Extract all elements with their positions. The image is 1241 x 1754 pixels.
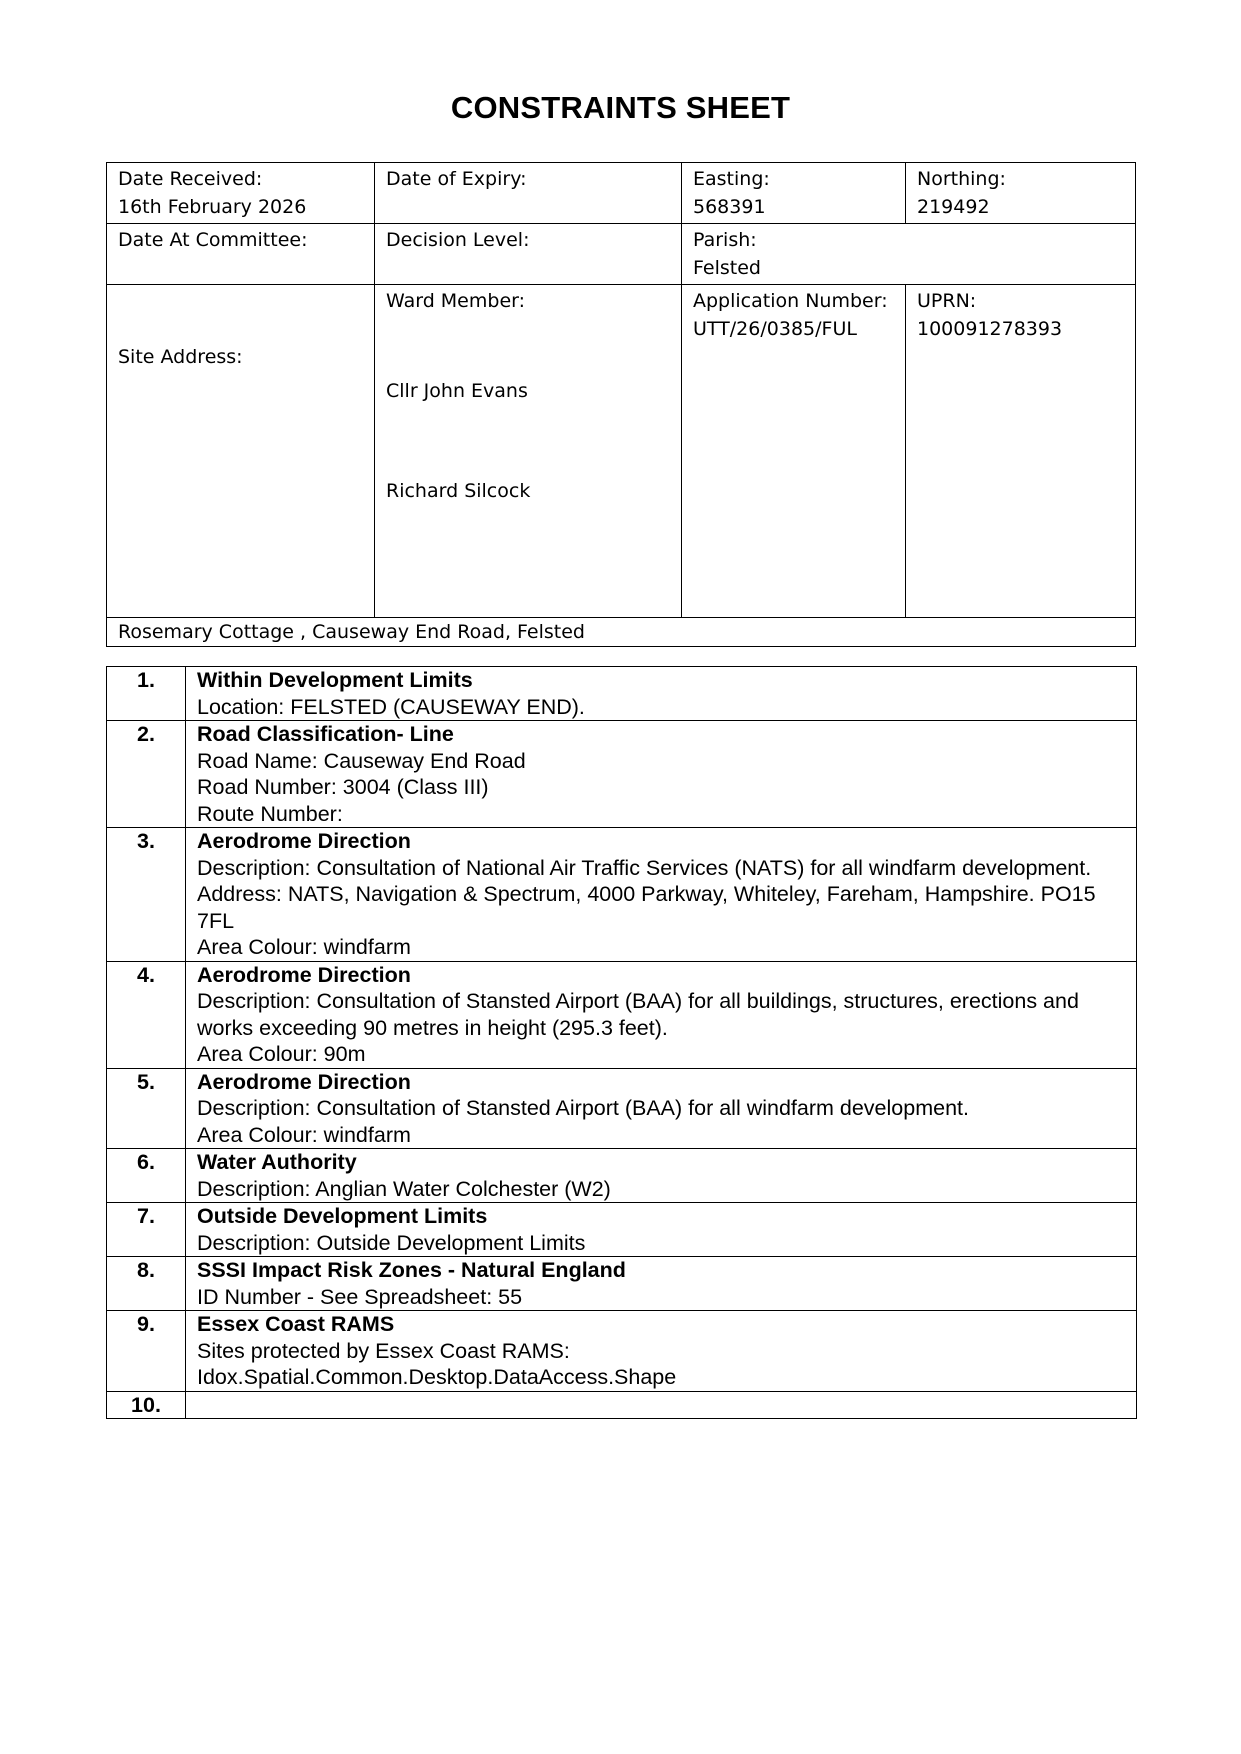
application-info-table: [106, 162, 1136, 647]
constraint-heading: Water Authority: [197, 1150, 357, 1174]
easting-cell: [682, 163, 906, 224]
decision-level-cell: [375, 224, 682, 285]
constraint-number: 5.: [107, 1068, 186, 1149]
constraint-number: 9.: [107, 1311, 186, 1392]
constraint-row: [107, 721, 1137, 828]
date-at-committee-label: Date At Committee:: [118, 229, 308, 251]
constraint-heading: Aerodrome Direction: [197, 1069, 411, 1094]
constraint-detail-line: Address: NATS, Navigation & Spectrum, 4000 Parkway, Whiteley, Fareham, Hampshire. PO15 7FL: [197, 882, 1096, 933]
date-of-expiry-label: Date of Expiry:: [386, 168, 527, 190]
constraint-detail-line: Description: Consultation of Stansted Airport (BAA) for all buildings, structures, erections and works exceeding 90 metres in height (295.3 feet).: [197, 989, 1079, 1040]
constraint-row: [107, 667, 1137, 721]
constraint-row: [107, 1391, 1137, 1419]
ward-member-name-2: Richard Silcock: [386, 480, 531, 502]
constraint-detail-line: Sites protected by Essex Coast RAMS:: [197, 1338, 570, 1363]
constraint-heading: Outside Development Limits: [197, 1204, 488, 1228]
constraint-details: [186, 828, 1137, 962]
application-number-value: UTT/26/0385/FUL: [693, 318, 857, 340]
constraint-number: 4.: [107, 961, 186, 1068]
uprn-value: 100091278393: [917, 318, 1063, 340]
constraint-heading: Road Classification- Line: [197, 722, 454, 746]
parish-label: Parish:: [693, 229, 757, 251]
ward-member-name-1: Cllr John Evans: [386, 380, 528, 402]
constraint-detail-line: Description: Outside Development Limits: [197, 1230, 586, 1255]
constraint-row: [107, 1203, 1137, 1257]
constraint-details: [186, 1203, 1137, 1257]
uprn-label: UPRN:: [917, 290, 977, 312]
constraint-details: [186, 1257, 1137, 1311]
application-number-cell: [682, 285, 906, 618]
constraint-details: [186, 1068, 1137, 1149]
page-title: CONSTRAINTS SHEET: [450, 90, 791, 125]
constraint-row: [107, 828, 1137, 962]
constraint-detail-line: Location: FELSTED (CAUSEWAY END).: [197, 694, 585, 719]
constraint-details: [186, 1311, 1137, 1392]
constraint-detail-line: Area Colour: windfarm: [197, 1122, 411, 1147]
constraint-heading: SSSI Impact Risk Zones - Natural England: [197, 1258, 626, 1282]
constraint-row: [107, 1068, 1137, 1149]
ward-member-label: Ward Member:: [386, 290, 526, 312]
constraint-detail-line: Idox.Spatial.Common.Desktop.DataAccess.Shape: [197, 1365, 677, 1389]
constraint-detail-line: Description: Anglian Water Colchester (W2): [197, 1176, 611, 1201]
date-of-expiry-cell: [375, 163, 682, 224]
constraint-number: 7.: [107, 1203, 186, 1257]
constraint-details: [186, 1149, 1137, 1203]
constraint-number: 2.: [107, 721, 186, 828]
constraint-number: 1.: [107, 667, 186, 721]
constraint-row: [107, 1149, 1137, 1203]
northing-cell: [906, 163, 1136, 224]
constraint-row: [107, 1257, 1137, 1311]
date-received-label: Date Received:: [118, 168, 263, 190]
application-number-label: Application Number:: [693, 290, 888, 312]
date-at-committee-cell: [107, 224, 375, 285]
constraint-detail-line: Route Number:: [197, 801, 343, 826]
constraint-details: [186, 721, 1137, 828]
site-address-label-cell: [107, 285, 375, 618]
constraint-detail-line: Description: Consultation of Stansted Airport (BAA) for all windfarm development.: [197, 1096, 969, 1120]
constraint-heading: Aerodrome Direction: [197, 829, 411, 853]
constraint-row: [107, 1311, 1137, 1392]
constraint-row: [107, 961, 1137, 1068]
uprn-cell: [906, 285, 1136, 618]
constraints-table: [106, 666, 1137, 1419]
decision-level-label: Decision Level:: [386, 229, 530, 251]
site-address-label: Site Address:: [118, 346, 243, 368]
constraint-number: 6.: [107, 1149, 186, 1203]
constraint-detail-line: ID Number - See Spreadsheet: 55: [197, 1284, 523, 1309]
constraint-detail-line: Road Name: Causeway End Road: [197, 748, 526, 773]
constraint-number: 3.: [107, 828, 186, 962]
constraint-detail-line: Area Colour: 90m: [197, 1042, 366, 1066]
constraint-heading: Essex Coast RAMS: [197, 1312, 395, 1336]
parish-value: Felsted: [693, 257, 761, 279]
constraint-details: [186, 961, 1137, 1068]
constraint-detail-line: Description: Consultation of National Air Traffic Services (NATS) for all windfarm development.: [197, 855, 1092, 880]
constraint-heading: Aerodrome Direction: [197, 962, 411, 987]
date-received-cell: [107, 163, 375, 224]
easting-value: 568391: [693, 196, 766, 218]
constraint-number: 10.: [107, 1391, 186, 1419]
northing-label: Northing:: [917, 168, 1006, 190]
northing-value: 219492: [917, 196, 990, 218]
easting-label: Easting:: [693, 168, 770, 190]
constraint-number: 8.: [107, 1257, 186, 1311]
constraint-details: [186, 667, 1137, 721]
constraint-detail-line: Area Colour: windfarm: [197, 935, 411, 959]
constraint-detail-line: Road Number: 3004 (Class III): [197, 775, 489, 799]
site-address-value-cell: [107, 618, 1136, 647]
date-received-value: 16th February 2026: [118, 196, 307, 218]
constraint-heading: Within Development Limits: [197, 668, 473, 692]
parish-cell: [682, 224, 1136, 285]
site-address-value: Rosemary Cottage , Causeway End Road, Felsted: [118, 621, 585, 643]
ward-member-cell: [375, 285, 682, 618]
constraint-details: [186, 1391, 1137, 1419]
